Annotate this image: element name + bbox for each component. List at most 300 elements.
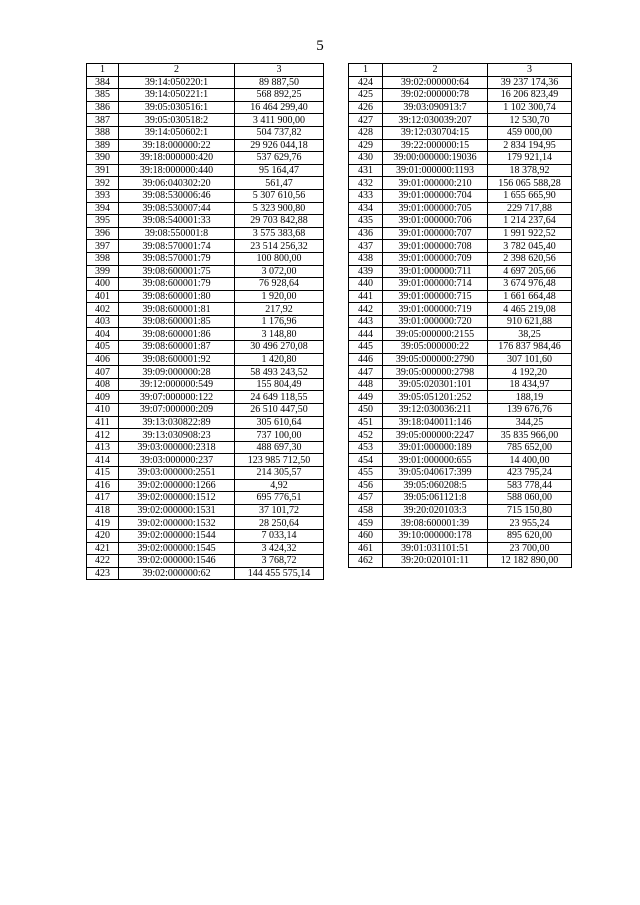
row-number-cell: 414 — [87, 454, 119, 467]
cadastral-number-cell: 39:02:000000:1545 — [119, 542, 235, 555]
row-number-cell: 400 — [87, 278, 119, 291]
value-cell: 23 514 256,32 — [235, 240, 324, 253]
value-cell: 1 420,80 — [235, 353, 324, 366]
value-cell: 144 455 575,14 — [235, 567, 324, 580]
cadastral-number-cell: 39:05:020301:101 — [383, 378, 488, 391]
data-table-left — [86, 63, 324, 580]
cadastral-number-cell: 39:05:000000:2790 — [383, 353, 488, 366]
table-row — [349, 126, 572, 139]
value-cell: 26 510 447,50 — [235, 404, 324, 417]
value-cell: 2 398 620,56 — [488, 252, 572, 265]
table-row — [349, 227, 572, 240]
value-cell: 561,47 — [235, 177, 324, 190]
row-number-cell: 419 — [87, 517, 119, 530]
value-cell: 100 800,00 — [235, 252, 324, 265]
table-row — [87, 202, 324, 215]
value-cell: 3 782 045,40 — [488, 240, 572, 253]
row-number-cell: 461 — [349, 542, 383, 555]
value-cell: 3 148,80 — [235, 328, 324, 341]
cadastral-number-cell: 39:06:040302:20 — [119, 177, 235, 190]
row-number-cell: 433 — [349, 189, 383, 202]
table-row — [87, 177, 324, 190]
cadastral-number-cell: 39:01:000000:709 — [383, 252, 488, 265]
table-row — [87, 441, 324, 454]
row-number-cell: 425 — [349, 89, 383, 102]
value-cell: 217,92 — [235, 303, 324, 316]
value-cell: 16 464 299,40 — [235, 101, 324, 114]
row-number-cell: 443 — [349, 315, 383, 328]
value-cell: 1 655 665,90 — [488, 189, 572, 202]
value-cell: 123 985 712,50 — [235, 454, 324, 467]
value-cell: 1 102 300,74 — [488, 101, 572, 114]
cadastral-number-cell: 39:09:000000:28 — [119, 366, 235, 379]
cadastral-number-cell: 39:08:600001:75 — [119, 265, 235, 278]
cadastral-number-cell: 39:14:050602:1 — [119, 126, 235, 139]
row-number-cell: 398 — [87, 252, 119, 265]
row-number-cell: 420 — [87, 529, 119, 542]
row-number-cell: 421 — [87, 542, 119, 555]
row-number-cell: 441 — [349, 290, 383, 303]
cadastral-number-cell: 39:18:000000:22 — [119, 139, 235, 152]
row-number-cell: 407 — [87, 366, 119, 379]
table-header-row — [349, 64, 572, 77]
value-cell: 488 697,30 — [235, 441, 324, 454]
value-cell: 3 575 383,68 — [235, 227, 324, 240]
row-number-cell: 406 — [87, 353, 119, 366]
value-cell: 423 795,24 — [488, 467, 572, 480]
table-row — [87, 504, 324, 517]
value-cell: 910 621,88 — [488, 315, 572, 328]
value-cell: 1 214 237,64 — [488, 215, 572, 228]
cadastral-number-cell: 39:02:000000:78 — [383, 89, 488, 102]
value-cell: 12 182 890,00 — [488, 555, 572, 568]
cadastral-number-cell: 39:08:600001:86 — [119, 328, 235, 341]
cadastral-number-cell: 39:07:000000:209 — [119, 404, 235, 417]
cadastral-number-cell: 39:01:031101:51 — [383, 542, 488, 555]
table-row — [87, 265, 324, 278]
table-row — [349, 542, 572, 555]
table-row — [349, 290, 572, 303]
value-cell: 37 101,72 — [235, 504, 324, 517]
value-cell: 459 000,00 — [488, 126, 572, 139]
cadastral-number-cell: 39:01:000000:714 — [383, 278, 488, 291]
row-number-cell: 384 — [87, 76, 119, 89]
row-number-cell: 452 — [349, 429, 383, 442]
table-row — [349, 139, 572, 152]
value-cell: 14 400,00 — [488, 454, 572, 467]
row-number-cell: 409 — [87, 391, 119, 404]
row-number-cell: 427 — [349, 114, 383, 127]
value-cell: 155 804,49 — [235, 378, 324, 391]
value-cell: 895 620,00 — [488, 529, 572, 542]
value-cell: 89 887,50 — [235, 76, 324, 89]
table-row — [87, 315, 324, 328]
value-cell: 4 192,20 — [488, 366, 572, 379]
table-row — [349, 517, 572, 530]
table-row — [87, 366, 324, 379]
cadastral-number-cell: 39:01:000000:655 — [383, 454, 488, 467]
cadastral-number-cell: 39:03:000000:237 — [119, 454, 235, 467]
table-row — [87, 164, 324, 177]
row-number-cell: 450 — [349, 404, 383, 417]
cadastral-number-cell: 39:00:000000:19036 — [383, 152, 488, 165]
table-row — [87, 479, 324, 492]
value-cell: 3 072,00 — [235, 265, 324, 278]
table-row — [349, 189, 572, 202]
value-cell: 4 465 219,08 — [488, 303, 572, 316]
value-cell: 5 323 900,80 — [235, 202, 324, 215]
row-number-cell: 437 — [349, 240, 383, 253]
value-cell: 583 778,44 — [488, 479, 572, 492]
cadastral-number-cell: 39:01:000000:705 — [383, 202, 488, 215]
value-cell: 39 237 174,36 — [488, 76, 572, 89]
row-number-cell: 404 — [87, 328, 119, 341]
cadastral-number-cell: 39:05:000000:2155 — [383, 328, 488, 341]
table-row — [349, 454, 572, 467]
table-row — [349, 378, 572, 391]
row-number-cell: 449 — [349, 391, 383, 404]
row-number-cell: 394 — [87, 202, 119, 215]
value-cell: 1 991 922,52 — [488, 227, 572, 240]
row-number-cell: 387 — [87, 114, 119, 127]
row-number-cell: 424 — [349, 76, 383, 89]
row-number-cell: 459 — [349, 517, 383, 530]
row-number-cell: 402 — [87, 303, 119, 316]
table-row — [87, 341, 324, 354]
cadastral-number-cell: 39:05:030516:1 — [119, 101, 235, 114]
value-cell: 307 101,60 — [488, 353, 572, 366]
row-number-cell: 453 — [349, 441, 383, 454]
table-row — [87, 290, 324, 303]
cadastral-number-cell: 39:02:000000:1266 — [119, 479, 235, 492]
value-cell: 188,19 — [488, 391, 572, 404]
row-number-cell: 426 — [349, 101, 383, 114]
cadastral-number-cell: 39:07:000000:122 — [119, 391, 235, 404]
value-cell: 785 652,00 — [488, 441, 572, 454]
table-row — [87, 492, 324, 505]
value-cell: 156 065 588,28 — [488, 177, 572, 190]
cadastral-number-cell: 39:05:060208:5 — [383, 479, 488, 492]
cadastral-number-cell: 39:08:570001:74 — [119, 240, 235, 253]
row-number-cell: 423 — [87, 567, 119, 580]
row-number-cell: 434 — [349, 202, 383, 215]
table-row — [349, 265, 572, 278]
cadastral-number-cell: 39:13:030822:89 — [119, 416, 235, 429]
value-cell: 23 700,00 — [488, 542, 572, 555]
row-number-cell: 389 — [87, 139, 119, 152]
value-cell: 7 033,14 — [235, 529, 324, 542]
table-row — [349, 177, 572, 190]
row-number-cell: 458 — [349, 504, 383, 517]
value-cell: 4 697 205,66 — [488, 265, 572, 278]
cadastral-number-cell: 39:08:600001:87 — [119, 341, 235, 354]
cadastral-number-cell: 39:01:000000:711 — [383, 265, 488, 278]
row-number-cell: 386 — [87, 101, 119, 114]
row-number-cell: 438 — [349, 252, 383, 265]
value-cell: 3 674 976,48 — [488, 278, 572, 291]
value-cell: 344,25 — [488, 416, 572, 429]
value-cell: 38,25 — [488, 328, 572, 341]
table-row — [349, 353, 572, 366]
cadastral-number-cell: 39:18:000000:420 — [119, 152, 235, 165]
table-row — [349, 114, 572, 127]
table-row — [349, 215, 572, 228]
row-number-cell: 439 — [349, 265, 383, 278]
cadastral-number-cell: 39:01:000000:189 — [383, 441, 488, 454]
table-row — [87, 89, 324, 102]
table-row — [87, 404, 324, 417]
cadastral-number-cell: 39:01:000000:715 — [383, 290, 488, 303]
cadastral-number-cell: 39:12:030039:207 — [383, 114, 488, 127]
cadastral-number-cell: 39:08:600001:79 — [119, 278, 235, 291]
table-row — [349, 315, 572, 328]
cadastral-number-cell: 39:20:020103:3 — [383, 504, 488, 517]
table-row — [349, 328, 572, 341]
row-number-cell: 410 — [87, 404, 119, 417]
row-number-cell: 447 — [349, 366, 383, 379]
table-row — [87, 252, 324, 265]
cadastral-number-cell: 39:01:000000:1193 — [383, 164, 488, 177]
value-cell: 537 629,76 — [235, 152, 324, 165]
cadastral-number-cell: 39:08:530006:46 — [119, 189, 235, 202]
header-cell: 2 — [119, 64, 235, 77]
row-number-cell: 395 — [87, 215, 119, 228]
value-cell: 28 250,64 — [235, 517, 324, 530]
cadastral-number-cell: 39:01:000000:210 — [383, 177, 488, 190]
table-row — [349, 492, 572, 505]
cadastral-number-cell: 39:05:051201:252 — [383, 391, 488, 404]
table-row — [349, 441, 572, 454]
cadastral-number-cell: 39:05:030518:2 — [119, 114, 235, 127]
header-cell: 1 — [349, 64, 383, 77]
value-cell: 3 411 900,00 — [235, 114, 324, 127]
value-cell: 214 305,57 — [235, 467, 324, 480]
value-cell: 737 100,00 — [235, 429, 324, 442]
row-number-cell: 393 — [87, 189, 119, 202]
cadastral-number-cell: 39:03:000000:2551 — [119, 467, 235, 480]
table-row — [349, 529, 572, 542]
value-cell: 2 834 194,95 — [488, 139, 572, 152]
table-header-row — [87, 64, 324, 77]
cadastral-number-cell: 39:02:000000:64 — [383, 76, 488, 89]
table-row — [87, 152, 324, 165]
value-cell: 179 921,14 — [488, 152, 572, 165]
row-number-cell: 455 — [349, 467, 383, 480]
table-row — [87, 454, 324, 467]
cadastral-number-cell: 39:05:000000:2247 — [383, 429, 488, 442]
row-number-cell: 444 — [349, 328, 383, 341]
cadastral-number-cell: 39:02:000000:1531 — [119, 504, 235, 517]
cadastral-number-cell: 39:02:000000:1532 — [119, 517, 235, 530]
table-row — [87, 139, 324, 152]
row-number-cell: 413 — [87, 441, 119, 454]
value-cell: 1 176,96 — [235, 315, 324, 328]
row-number-cell: 390 — [87, 152, 119, 165]
cadastral-number-cell: 39:05:061121:8 — [383, 492, 488, 505]
table-row — [349, 164, 572, 177]
value-cell: 18 434,97 — [488, 378, 572, 391]
table-row — [349, 89, 572, 102]
table-row — [87, 215, 324, 228]
table-row — [87, 353, 324, 366]
value-cell: 1 920,00 — [235, 290, 324, 303]
row-number-cell: 422 — [87, 555, 119, 568]
table-row — [87, 126, 324, 139]
value-cell: 695 776,51 — [235, 492, 324, 505]
cadastral-number-cell: 39:12:030704:15 — [383, 126, 488, 139]
table-row — [87, 542, 324, 555]
value-cell: 23 955,24 — [488, 517, 572, 530]
header-cell: 3 — [235, 64, 324, 77]
table-row — [87, 467, 324, 480]
table-row — [87, 555, 324, 568]
cadastral-number-cell: 39:18:000000:440 — [119, 164, 235, 177]
table-row — [349, 76, 572, 89]
table-row — [87, 391, 324, 404]
cadastral-number-cell: 39:01:000000:704 — [383, 189, 488, 202]
row-number-cell: 442 — [349, 303, 383, 316]
header-cell: 2 — [383, 64, 488, 77]
cadastral-number-cell: 39:08:600001:80 — [119, 290, 235, 303]
value-cell: 18 378,92 — [488, 164, 572, 177]
row-number-cell: 428 — [349, 126, 383, 139]
table-row — [349, 152, 572, 165]
row-number-cell: 415 — [87, 467, 119, 480]
row-number-cell: 448 — [349, 378, 383, 391]
header-cell: 3 — [488, 64, 572, 77]
row-number-cell: 408 — [87, 378, 119, 391]
table-row — [349, 479, 572, 492]
row-number-cell: 431 — [349, 164, 383, 177]
table-row — [87, 101, 324, 114]
row-number-cell: 462 — [349, 555, 383, 568]
row-number-cell: 429 — [349, 139, 383, 152]
value-cell: 12 530,70 — [488, 114, 572, 127]
value-cell: 29 703 842,88 — [235, 215, 324, 228]
cadastral-number-cell: 39:01:000000:708 — [383, 240, 488, 253]
value-cell: 3 768,72 — [235, 555, 324, 568]
value-cell: 16 206 823,49 — [488, 89, 572, 102]
row-number-cell: 440 — [349, 278, 383, 291]
row-number-cell: 436 — [349, 227, 383, 240]
cadastral-number-cell: 39:08:600001:81 — [119, 303, 235, 316]
cadastral-number-cell: 39:08:600001:92 — [119, 353, 235, 366]
table-row — [87, 529, 324, 542]
value-cell: 305 610,64 — [235, 416, 324, 429]
cadastral-number-cell: 39:10:000000:178 — [383, 529, 488, 542]
table-row — [349, 303, 572, 316]
value-cell: 30 496 270,08 — [235, 341, 324, 354]
table-row — [87, 278, 324, 291]
table-row — [87, 328, 324, 341]
header-cell: 1 — [87, 64, 119, 77]
cadastral-number-cell: 39:13:030908:23 — [119, 429, 235, 442]
cadastral-number-cell: 39:08:540001:33 — [119, 215, 235, 228]
cadastral-number-cell: 39:02:000000:1512 — [119, 492, 235, 505]
row-number-cell: 457 — [349, 492, 383, 505]
row-number-cell: 399 — [87, 265, 119, 278]
value-cell: 139 676,76 — [488, 404, 572, 417]
cadastral-number-cell: 39:03:090913:7 — [383, 101, 488, 114]
value-cell: 229 717,88 — [488, 202, 572, 215]
row-number-cell: 392 — [87, 177, 119, 190]
value-cell: 715 150,80 — [488, 504, 572, 517]
table-row — [349, 391, 572, 404]
value-cell: 76 928,64 — [235, 278, 324, 291]
table-row — [349, 429, 572, 442]
table-row — [349, 467, 572, 480]
row-number-cell: 412 — [87, 429, 119, 442]
cadastral-number-cell: 39:14:050220:1 — [119, 76, 235, 89]
table-row — [349, 555, 572, 568]
row-number-cell: 435 — [349, 215, 383, 228]
row-number-cell: 456 — [349, 479, 383, 492]
table-row — [87, 429, 324, 442]
cadastral-number-cell: 39:02:000000:62 — [119, 567, 235, 580]
cadastral-number-cell: 39:02:000000:1544 — [119, 529, 235, 542]
cadastral-number-cell: 39:12:000000:549 — [119, 378, 235, 391]
cadastral-number-cell: 39:01:000000:719 — [383, 303, 488, 316]
cadastral-number-cell: 39:08:550001:8 — [119, 227, 235, 240]
row-number-cell: 397 — [87, 240, 119, 253]
table-row — [349, 278, 572, 291]
cadastral-number-cell: 39:14:050221:1 — [119, 89, 235, 102]
value-cell: 504 737,82 — [235, 126, 324, 139]
cadastral-number-cell: 39:08:530007:44 — [119, 202, 235, 215]
row-number-cell: 432 — [349, 177, 383, 190]
table-row — [349, 341, 572, 354]
table-row — [87, 378, 324, 391]
table-row — [87, 227, 324, 240]
page-number: 5 — [316, 38, 324, 54]
cadastral-number-cell: 39:22:000000:15 — [383, 139, 488, 152]
cadastral-number-cell: 39:01:000000:706 — [383, 215, 488, 228]
cadastral-number-cell: 39:12:030036:211 — [383, 404, 488, 417]
value-cell: 58 493 243,52 — [235, 366, 324, 379]
value-cell: 5 307 610,56 — [235, 189, 324, 202]
row-number-cell: 418 — [87, 504, 119, 517]
cadastral-number-cell: 39:01:000000:707 — [383, 227, 488, 240]
row-number-cell: 446 — [349, 353, 383, 366]
table-row — [349, 404, 572, 417]
table-row — [87, 240, 324, 253]
data-table-right — [348, 63, 572, 568]
value-cell: 4,92 — [235, 479, 324, 492]
row-number-cell: 454 — [349, 454, 383, 467]
table-row — [87, 189, 324, 202]
cadastral-number-cell: 39:03:000000:2318 — [119, 441, 235, 454]
table-row — [87, 114, 324, 127]
cadastral-number-cell: 39:20:020101:11 — [383, 555, 488, 568]
row-number-cell: 385 — [87, 89, 119, 102]
row-number-cell: 396 — [87, 227, 119, 240]
table-row — [87, 567, 324, 580]
cadastral-number-cell: 39:08:570001:79 — [119, 252, 235, 265]
row-number-cell: 388 — [87, 126, 119, 139]
row-number-cell: 460 — [349, 529, 383, 542]
table-row — [349, 416, 572, 429]
table-row — [87, 416, 324, 429]
table-row — [87, 76, 324, 89]
table-row — [349, 101, 572, 114]
row-number-cell: 430 — [349, 152, 383, 165]
value-cell: 95 164,47 — [235, 164, 324, 177]
cadastral-number-cell: 39:02:000000:1546 — [119, 555, 235, 568]
cadastral-number-cell: 39:08:600001:85 — [119, 315, 235, 328]
table-row — [87, 303, 324, 316]
table-row — [349, 252, 572, 265]
value-cell: 588 060,00 — [488, 492, 572, 505]
